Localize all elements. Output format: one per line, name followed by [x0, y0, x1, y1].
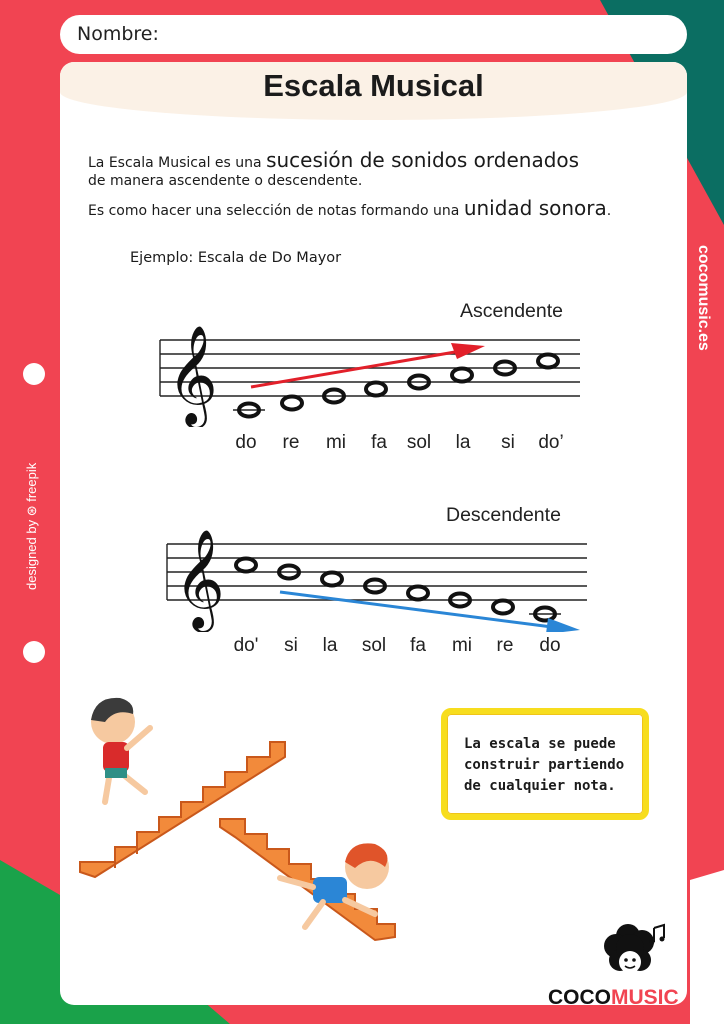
stairs-illustration [75, 682, 415, 987]
note-name: do [539, 635, 561, 656]
tip-text: La escala se puede construir partiendo de cualquier nota. [464, 736, 625, 794]
cocomusic-logo: COCOMUSIC [548, 986, 679, 1009]
ascending-arrow-icon [251, 343, 485, 387]
worksheet-card [60, 62, 687, 1005]
note-head [452, 369, 472, 382]
note-name: fa [371, 432, 387, 453]
note-name: re [496, 635, 514, 656]
kid-climbing-icon [91, 698, 150, 802]
name-field[interactable] [60, 15, 687, 54]
note-name: la [455, 432, 471, 453]
ascending-label: Ascendente [460, 300, 563, 322]
note-head [236, 559, 256, 572]
note-name: sol [361, 635, 387, 656]
intro-line-3: Es como hacer una selección de notas formando una unidad sonora. [88, 196, 612, 220]
note-name: do' [233, 635, 259, 656]
treble-clef-icon: 𝄞 [174, 529, 225, 629]
note-head [538, 355, 558, 368]
note-name: do [235, 432, 257, 453]
note-name: do’ [538, 432, 564, 453]
note-name: mi [451, 635, 473, 656]
note-name: sol [406, 432, 432, 453]
note-head [408, 587, 428, 600]
descending-label: Descendente [446, 504, 561, 526]
ascending-staff [155, 317, 585, 427]
example-label: Ejemplo: Escala de Do Mayor [130, 250, 342, 266]
note-name: re [282, 432, 300, 453]
note-head [493, 601, 513, 614]
intro-line-2: de manera ascendente o descendente. [88, 173, 363, 189]
note-head [282, 397, 302, 410]
binder-hole-bottom [23, 641, 45, 663]
descending-staff [162, 522, 592, 632]
treble-clef-icon: 𝄞 [167, 325, 218, 425]
note-name: la [322, 635, 338, 656]
intro-line-1: La Escala Musical es una sucesión de sonidos ordenados [88, 148, 580, 172]
page-title: Escala Musical [263, 68, 484, 103]
website-label: cocomusic.es [695, 245, 712, 351]
freepik-credit: designed by ⊛ freepik [24, 462, 39, 590]
note-name: si [284, 635, 298, 656]
note-name: mi [325, 432, 347, 453]
name-label: Nombre: [77, 23, 159, 45]
note-name: si [501, 432, 515, 453]
binder-hole-top [23, 363, 45, 385]
note-head [322, 573, 342, 586]
tip-box [441, 708, 649, 820]
kid-descending-icon [280, 843, 389, 927]
note-head [366, 383, 386, 396]
cocomusic-mascot-icon [596, 918, 676, 984]
note-name: fa [410, 635, 426, 656]
